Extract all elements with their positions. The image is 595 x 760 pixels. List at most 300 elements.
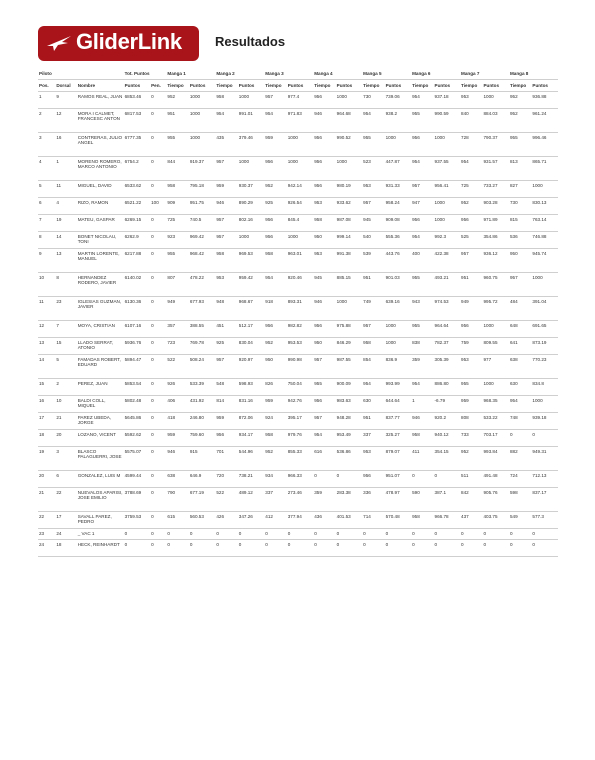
table-cell: 955 bbox=[509, 135, 518, 140]
table-cell: 957 bbox=[216, 217, 225, 222]
table-cell: 395.17 bbox=[287, 415, 302, 420]
table-cell: 11 bbox=[39, 299, 44, 304]
table-cell: 22 bbox=[39, 514, 45, 519]
table-cell: 957 bbox=[412, 183, 420, 188]
table-cell: 987.55 bbox=[336, 357, 351, 362]
table-cell: 0 bbox=[216, 542, 219, 547]
table-cell: 511 bbox=[461, 473, 469, 478]
table-cell: 884.03 bbox=[483, 111, 498, 116]
table-cell: 936.88 bbox=[532, 94, 547, 99]
table-cell: 952 bbox=[509, 111, 518, 116]
table-cell: 5575.07 bbox=[124, 449, 142, 454]
table-cell: 391.04 bbox=[532, 299, 547, 304]
table-row bbox=[38, 321, 558, 338]
column-header: Tiempo bbox=[363, 82, 380, 88]
table-cell: 412 bbox=[265, 514, 273, 519]
table-cell: 523 bbox=[363, 159, 371, 164]
table-cell: 0 bbox=[461, 542, 464, 547]
table-cell: HECK, REINHARDT bbox=[77, 542, 120, 547]
table-cell: 909 bbox=[167, 200, 176, 205]
table-cell: 920.97 bbox=[238, 357, 253, 362]
table-cell: 1000 bbox=[336, 94, 347, 99]
table-cell: 953.53 bbox=[287, 340, 302, 345]
table-cell: 955 bbox=[412, 275, 420, 280]
table-cell: 956 bbox=[265, 159, 273, 164]
table-cell: 18 bbox=[39, 432, 45, 437]
table-cell: 946 bbox=[412, 415, 420, 420]
table-cell: 954 bbox=[216, 111, 225, 116]
table-cell: 724 bbox=[509, 473, 518, 478]
table-cell: 956 bbox=[265, 217, 273, 222]
table-cell: 0 bbox=[336, 542, 340, 547]
table-cell: 701 bbox=[216, 449, 225, 454]
table-cell: 6140.02 bbox=[124, 275, 142, 280]
table-cell: 6853.46 bbox=[124, 94, 142, 99]
table-cell: 977 bbox=[483, 357, 492, 362]
table-cell: 738.21 bbox=[238, 473, 253, 478]
table-cell: 991.01 bbox=[238, 111, 253, 116]
table-cell: 957 bbox=[314, 415, 322, 420]
table-cell: 808 bbox=[461, 415, 469, 420]
table-cell: 1000 bbox=[287, 135, 298, 140]
table-cell: 958 bbox=[314, 217, 322, 222]
table-cell: 8 bbox=[56, 275, 59, 280]
table-cell: 1 bbox=[56, 159, 59, 164]
table-cell: 966.78 bbox=[434, 514, 449, 519]
table-cell: 10 bbox=[39, 275, 45, 280]
table-cell: 0 bbox=[314, 473, 317, 478]
table-row bbox=[38, 215, 558, 232]
table-cell: 954 bbox=[363, 381, 371, 386]
table-cell: 5592.62 bbox=[124, 432, 142, 437]
table-row bbox=[38, 529, 558, 540]
table-cell: 283.38 bbox=[336, 490, 351, 495]
table-cell: 3759.53 bbox=[124, 514, 142, 519]
table-cell: 996.46 bbox=[532, 135, 547, 140]
group-manga-5: Manga 5 bbox=[363, 70, 382, 76]
table-cell: 905.76 bbox=[483, 490, 498, 495]
table-cell: 950 bbox=[509, 251, 518, 256]
table-cell: 946 bbox=[167, 449, 176, 454]
table-cell: 20 bbox=[56, 432, 62, 437]
table-cell: 0 bbox=[238, 531, 242, 536]
table-cell: 987.08 bbox=[336, 217, 351, 222]
table-cell: 999.14 bbox=[336, 234, 351, 239]
table-cell: -6.79 bbox=[434, 398, 446, 403]
table-cell: PAREZ UBEDA, JORGE bbox=[77, 415, 112, 426]
table-cell: 7 bbox=[56, 323, 59, 328]
table-cell: 1000 bbox=[532, 183, 543, 188]
table-cell: 795.18 bbox=[189, 183, 204, 188]
table-cell: 630 bbox=[509, 381, 518, 386]
table-cell: 959 bbox=[461, 398, 469, 403]
table-cell: 18 bbox=[56, 542, 62, 547]
table-cell: 3 bbox=[56, 449, 59, 454]
table-cell: 0 bbox=[151, 473, 154, 478]
table-cell: 0 bbox=[216, 531, 219, 536]
table-cell: SAVALL PAREZ, PEDRO bbox=[77, 514, 112, 525]
table-cell: 5936.76 bbox=[124, 340, 142, 345]
table-cell: 0 bbox=[265, 531, 268, 536]
table-cell: MARTIN LORENTE, MANUEL bbox=[77, 251, 120, 262]
group-header-row bbox=[38, 68, 558, 80]
table-cell: 954 bbox=[314, 432, 322, 437]
table-cell: 952 bbox=[509, 94, 518, 99]
table-cell: 0 bbox=[509, 542, 513, 547]
table-cell: 954 bbox=[412, 381, 420, 386]
table-cell: 14 bbox=[56, 234, 62, 239]
table-cell: 9 bbox=[56, 94, 59, 99]
table-cell: 920.46 bbox=[287, 275, 302, 280]
table-cell: 952 bbox=[461, 200, 469, 205]
table-row bbox=[38, 379, 558, 396]
table-cell: MOYA, CRISTIAN bbox=[77, 323, 115, 328]
table-cell: 641 bbox=[509, 340, 518, 345]
table-cell: 993.84 bbox=[483, 449, 498, 454]
table-cell: 961.24 bbox=[532, 111, 547, 116]
table-cell: 0 bbox=[151, 323, 154, 328]
table-row bbox=[38, 338, 558, 355]
table-cell: 0 bbox=[151, 299, 154, 304]
table-cell: 354.86 bbox=[483, 234, 498, 239]
table-cell: RIZO, RAMON bbox=[77, 200, 109, 205]
group-manga-8: Manga 8 bbox=[509, 70, 529, 76]
table-cell: LOZANO, VICENT bbox=[77, 432, 116, 437]
table-cell: 5 bbox=[39, 183, 42, 188]
table-cell: 598.93 bbox=[238, 381, 253, 386]
table-cell: 16 bbox=[39, 398, 45, 403]
results-body bbox=[38, 92, 558, 557]
table-cell: 0 bbox=[151, 415, 154, 420]
table-cell: 958.24 bbox=[385, 200, 400, 205]
table-cell: 968.35 bbox=[483, 398, 498, 403]
table-cell: 903.28 bbox=[483, 200, 498, 205]
table-cell: 966.33 bbox=[287, 473, 302, 478]
table-row bbox=[38, 157, 558, 181]
table-cell: 946 bbox=[314, 299, 322, 304]
table-cell: 0 bbox=[314, 542, 317, 547]
table-cell: 13 bbox=[39, 340, 45, 345]
table-cell: 447.87 bbox=[385, 159, 400, 164]
table-cell: 956 bbox=[265, 323, 273, 328]
table-cell: 948 bbox=[216, 299, 225, 304]
table-cell: 560.53 bbox=[189, 514, 204, 519]
table-cell: 7 bbox=[39, 217, 42, 222]
column-header: Puntos bbox=[287, 82, 304, 88]
table-cell: 957 bbox=[216, 234, 225, 239]
table-cell: 0 bbox=[461, 531, 464, 536]
table-cell: 2 bbox=[56, 381, 59, 386]
table-cell: 951.75 bbox=[189, 200, 204, 205]
table-cell: 814 bbox=[216, 398, 225, 403]
table-cell: 0 bbox=[151, 340, 154, 345]
table-cell: 900.09 bbox=[336, 381, 351, 386]
table-row bbox=[38, 396, 558, 413]
column-header: Dorsal bbox=[56, 82, 71, 88]
table-cell: 337 bbox=[265, 490, 273, 495]
table-cell: 945 bbox=[314, 275, 322, 280]
table-cell: 749 bbox=[363, 299, 371, 304]
table-cell: 544.96 bbox=[238, 449, 253, 454]
table-cell: 522 bbox=[216, 490, 225, 495]
table-cell: 379.46 bbox=[238, 135, 253, 140]
table-cell: 0 bbox=[314, 531, 317, 536]
table-cell: 953 bbox=[461, 94, 469, 99]
table-cell: 952 bbox=[265, 449, 273, 454]
table-cell: 0 bbox=[434, 542, 438, 547]
table-cell: 807 bbox=[167, 275, 176, 280]
table-cell: 418 bbox=[167, 415, 176, 420]
table-cell: 4599.44 bbox=[124, 473, 142, 478]
table-cell: 1000 bbox=[238, 159, 250, 164]
table-cell: 644.64 bbox=[385, 398, 400, 403]
column-header: Nombre bbox=[77, 82, 96, 88]
table-cell: 954 bbox=[412, 159, 420, 164]
table-cell: 522 bbox=[167, 357, 176, 362]
table-cell: 992.3 bbox=[434, 234, 447, 239]
table-cell: 979.76 bbox=[287, 432, 302, 437]
table-cell: 940.12 bbox=[434, 432, 449, 437]
table-cell: 958 bbox=[265, 432, 273, 437]
table-cell: 20 bbox=[39, 473, 45, 478]
table-cell: 954 bbox=[461, 159, 469, 164]
table-row bbox=[38, 512, 558, 529]
table-cell: 879.07 bbox=[385, 449, 400, 454]
table-cell: 956 bbox=[265, 234, 273, 239]
table-cell: 431.92 bbox=[189, 398, 204, 403]
table-cell: 953.49 bbox=[336, 432, 351, 437]
table-cell: 246.80 bbox=[189, 415, 204, 420]
table-row bbox=[38, 447, 558, 471]
table-cell: 0 bbox=[151, 159, 154, 164]
table-cell: 830.04 bbox=[238, 340, 253, 345]
table-cell: 951 bbox=[363, 415, 371, 420]
table-cell: 0 bbox=[151, 217, 154, 222]
table-cell: 993.99 bbox=[385, 381, 400, 386]
table-cell: 759.60 bbox=[189, 432, 204, 437]
table-cell: 703.17 bbox=[483, 432, 498, 437]
table-cell: 1000 bbox=[287, 234, 298, 239]
table-cell: 1000 bbox=[483, 323, 494, 328]
table-row bbox=[38, 355, 558, 379]
table-cell: 426 bbox=[216, 514, 225, 519]
table-cell: 934.17 bbox=[238, 432, 253, 437]
group-manga-7: Manga 7 bbox=[461, 70, 480, 76]
column-header: Puntos bbox=[189, 82, 206, 88]
table-cell: 955 bbox=[412, 323, 420, 328]
table-cell: 11 bbox=[56, 183, 62, 188]
table-cell: 0 bbox=[151, 449, 154, 454]
table-cell: 930.37 bbox=[238, 183, 253, 188]
table-cell: 813 bbox=[509, 159, 518, 164]
table-cell: 2 bbox=[39, 111, 42, 116]
table-cell: 815 bbox=[509, 217, 518, 222]
table-row bbox=[38, 109, 558, 133]
table-cell: 478.22 bbox=[189, 275, 204, 280]
table-cell: 533.22 bbox=[483, 415, 498, 420]
table-cell: 759 bbox=[461, 340, 469, 345]
table-cell: 21 bbox=[39, 490, 45, 495]
column-header: Tiempo bbox=[167, 82, 184, 88]
table-cell: 974.53 bbox=[434, 299, 449, 304]
table-cell: 957 bbox=[265, 94, 273, 99]
table-cell: 960.75 bbox=[483, 275, 498, 280]
table-cell: 0 bbox=[363, 542, 366, 547]
table-cell: 728 bbox=[461, 135, 469, 140]
table-cell: 484 bbox=[509, 299, 518, 304]
column-header: Puntos bbox=[124, 82, 141, 88]
table-cell: 377.94 bbox=[287, 514, 302, 519]
table-cell: 6269.15 bbox=[124, 217, 142, 222]
table-cell: 770.23 bbox=[532, 357, 547, 362]
table-cell: _ VAC 1 bbox=[77, 531, 95, 536]
table-cell: 590 bbox=[412, 490, 420, 495]
table-row bbox=[38, 430, 558, 447]
table-cell: 691.65 bbox=[532, 323, 547, 328]
table-cell: 451 bbox=[216, 323, 225, 328]
table-cell: 982.82 bbox=[287, 323, 302, 328]
table-cell: 769.78 bbox=[189, 340, 204, 345]
table-cell: 936.12 bbox=[483, 251, 498, 256]
table-cell: 955 bbox=[363, 135, 371, 140]
table-cell: 0 bbox=[151, 531, 154, 536]
column-header: Tiempo bbox=[216, 82, 233, 88]
table-cell: 401.53 bbox=[336, 514, 351, 519]
table-cell: 725 bbox=[167, 217, 176, 222]
table-cell: 954 bbox=[509, 398, 518, 403]
table-cell: 712.13 bbox=[532, 473, 547, 478]
table-cell: MIGUEL, DAVID bbox=[77, 183, 112, 188]
table-cell: 956 bbox=[314, 94, 322, 99]
table-cell: 6817.53 bbox=[124, 111, 142, 116]
table-cell: 21 bbox=[56, 415, 62, 420]
table-cell: 923 bbox=[167, 234, 176, 239]
table-cell: 12 bbox=[39, 323, 45, 328]
table-cell: 0 bbox=[532, 542, 535, 547]
table-cell: 746.88 bbox=[532, 234, 547, 239]
table-cell: 493.21 bbox=[434, 275, 449, 280]
table-cell: 924 bbox=[265, 415, 273, 420]
table-cell: 948.28 bbox=[336, 415, 351, 420]
table-cell: 957 bbox=[216, 159, 225, 164]
table-cell: 969.53 bbox=[238, 251, 253, 256]
table-cell: 827 bbox=[509, 183, 518, 188]
table-cell: 3788.69 bbox=[124, 490, 142, 495]
table-cell: 946 bbox=[314, 111, 322, 116]
table-cell: 646.9 bbox=[189, 473, 202, 478]
table-cell: 22 bbox=[56, 490, 62, 495]
table-cell: 478.97 bbox=[385, 490, 400, 495]
table-cell: 855.33 bbox=[287, 449, 302, 454]
table-cell: 0 bbox=[151, 275, 154, 280]
table-cell: 16 bbox=[56, 135, 62, 140]
table-row bbox=[38, 249, 558, 273]
table-cell: 0 bbox=[434, 531, 438, 536]
table-cell: 886.80 bbox=[434, 381, 449, 386]
table-cell: 959 bbox=[216, 183, 225, 188]
table-cell: 954 bbox=[265, 111, 273, 116]
table-cell: 963.01 bbox=[287, 251, 302, 256]
table-cell: 782.37 bbox=[434, 340, 449, 345]
table-cell: 639.16 bbox=[385, 299, 400, 304]
table-cell: 17 bbox=[56, 514, 62, 519]
table-cell: 885.15 bbox=[336, 275, 351, 280]
table-cell: 19 bbox=[56, 217, 62, 222]
table-cell: 1 bbox=[412, 398, 415, 403]
table-cell: 901.03 bbox=[385, 275, 400, 280]
table-cell: 422.38 bbox=[434, 251, 449, 256]
table-cell: 411 bbox=[412, 449, 420, 454]
table-cell: 750.04 bbox=[287, 381, 302, 386]
table-cell: 845.4 bbox=[287, 217, 300, 222]
table-cell: 990.52 bbox=[336, 135, 351, 140]
table-cell: 0 bbox=[483, 531, 487, 536]
table-cell: 0 bbox=[265, 542, 268, 547]
table-cell: 956 bbox=[216, 432, 225, 437]
table-cell: 677.93 bbox=[189, 299, 204, 304]
table-cell: CONTRERAS, JULIO ANGEL bbox=[77, 135, 123, 146]
table-cell: 958 bbox=[412, 514, 420, 519]
table-cell: 952 bbox=[461, 449, 469, 454]
column-header: Puntos bbox=[532, 82, 548, 88]
table-cell: NUEVALOS APARISI, JOSE EMILIO bbox=[77, 490, 123, 501]
column-header: Tiempo bbox=[314, 82, 331, 88]
table-cell: 15 bbox=[39, 381, 45, 386]
table-cell: 648 bbox=[509, 323, 518, 328]
table-cell: 0 bbox=[412, 473, 415, 478]
table-cell: 1000 bbox=[385, 135, 396, 140]
table-cell: 0 bbox=[532, 531, 535, 536]
table-cell: 990.59 bbox=[434, 111, 449, 116]
table-cell: 1000 bbox=[336, 159, 347, 164]
table-cell: 1000 bbox=[532, 398, 543, 403]
table-cell: 388.55 bbox=[189, 323, 204, 328]
table-cell: 6754.2 bbox=[124, 159, 139, 164]
table-row bbox=[38, 273, 558, 297]
table-cell: 983.63 bbox=[336, 398, 351, 403]
table-cell: 0 bbox=[385, 531, 389, 536]
table-cell: 957 bbox=[509, 275, 518, 280]
table-cell: 6 bbox=[39, 200, 42, 205]
table-cell: 0 bbox=[287, 542, 291, 547]
table-cell: 0 bbox=[151, 357, 154, 362]
table-cell: 436 bbox=[314, 514, 322, 519]
table-cell: 947 bbox=[412, 200, 420, 205]
table-cell: 14 bbox=[39, 357, 45, 362]
column-header: Puntos bbox=[434, 82, 451, 88]
table-cell: 846.29 bbox=[336, 340, 351, 345]
table-cell: 598 bbox=[509, 490, 518, 495]
column-header: Puntos bbox=[483, 82, 500, 88]
table-cell: BONET NICOLAU, TONI bbox=[77, 234, 117, 245]
table-cell: 577.3 bbox=[532, 514, 544, 519]
table-cell: 0 bbox=[151, 542, 154, 547]
table-cell: 955 bbox=[167, 135, 176, 140]
table-cell: 4 bbox=[39, 159, 42, 164]
column-header-row bbox=[38, 80, 558, 92]
table-cell: 831.16 bbox=[238, 398, 253, 403]
table-cell: MORA I CALMET, FRANCESC ANTON bbox=[77, 111, 120, 122]
group-manga-4: Manga 4 bbox=[314, 70, 333, 76]
table-cell: 1000 bbox=[385, 323, 396, 328]
table-cell: 834.8 bbox=[532, 381, 544, 386]
table-cell: 956.41 bbox=[434, 183, 449, 188]
table-cell: 830.13 bbox=[532, 200, 547, 205]
table-cell: 920.2 bbox=[434, 415, 447, 420]
table-cell: 0 bbox=[151, 432, 154, 437]
group-manga-6: Manga 6 bbox=[412, 70, 431, 76]
table-cell: 953 bbox=[363, 183, 371, 188]
